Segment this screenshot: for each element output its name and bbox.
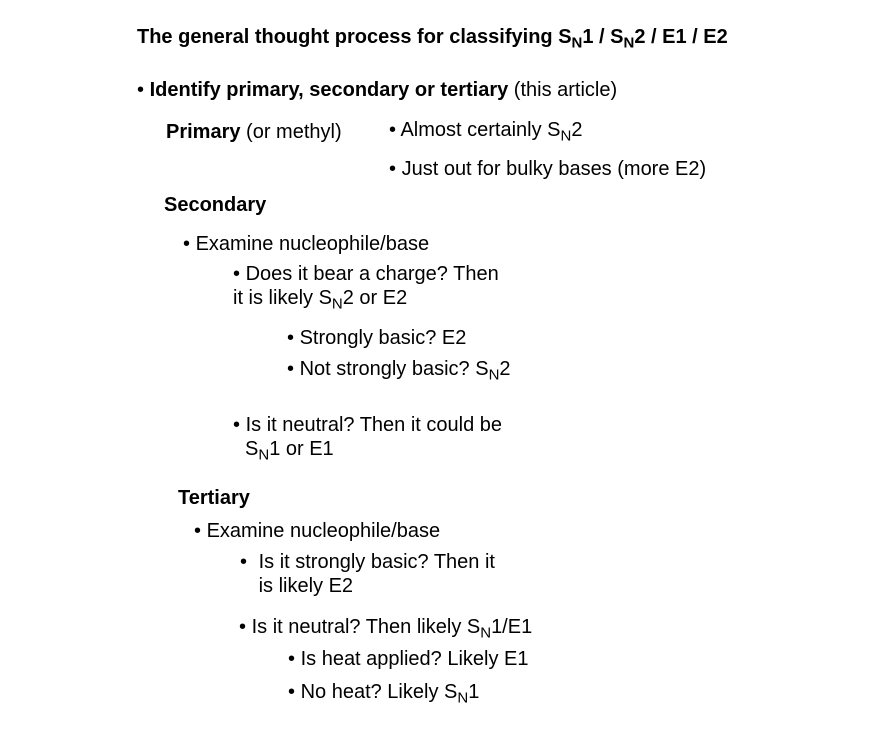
bullet: • — [137, 79, 145, 101]
identify-label: Identify primary, secondary or tertiary — [149, 79, 509, 101]
tertiary-neutral: • Is it neutral? Then likely $S_N1/E1$ — [239, 616, 533, 642]
primary-bullet-sn2: • Almost certainly $S_N2$ — [389, 119, 583, 145]
tertiary-examine: • Examine nucleophile/base — [194, 520, 441, 542]
secondary-charged: • Does it bear a charge? Then it is likely $S_N2$ or E2 — [233, 263, 499, 313]
tertiary-strong: • Is it strongly basic? Then it is likely E2 — [240, 551, 495, 597]
page-title: The general thought process for classifying $S_N1 / S_N2 / E1 / E2$ — [137, 26, 728, 52]
secondary-not-strong: • Not strongly basic? $S_N2$ — [287, 358, 511, 384]
secondary-examine: • Examine nucleophile/base — [183, 233, 430, 255]
secondary-neutral: • Is it neutral? Then it could be $S_N1$ or E1 — [233, 414, 503, 464]
tertiary-heading: Tertiary — [178, 487, 250, 509]
primary-heading: Primary (or methyl) — [166, 121, 342, 143]
tertiary-heat: • Is heat applied? Likely E1 — [288, 648, 529, 670]
identify-note: (this article) — [508, 79, 618, 101]
primary-bullet-bulky: • Just out for bulky bases (more E2) — [389, 158, 707, 180]
identify-item — [137, 78, 617, 102]
secondary-strong: • Strongly basic? E2 — [287, 327, 467, 349]
secondary-heading: Secondary — [164, 194, 267, 216]
tertiary-no-heat: • No heat? Likely $S_N1$ — [288, 681, 480, 707]
